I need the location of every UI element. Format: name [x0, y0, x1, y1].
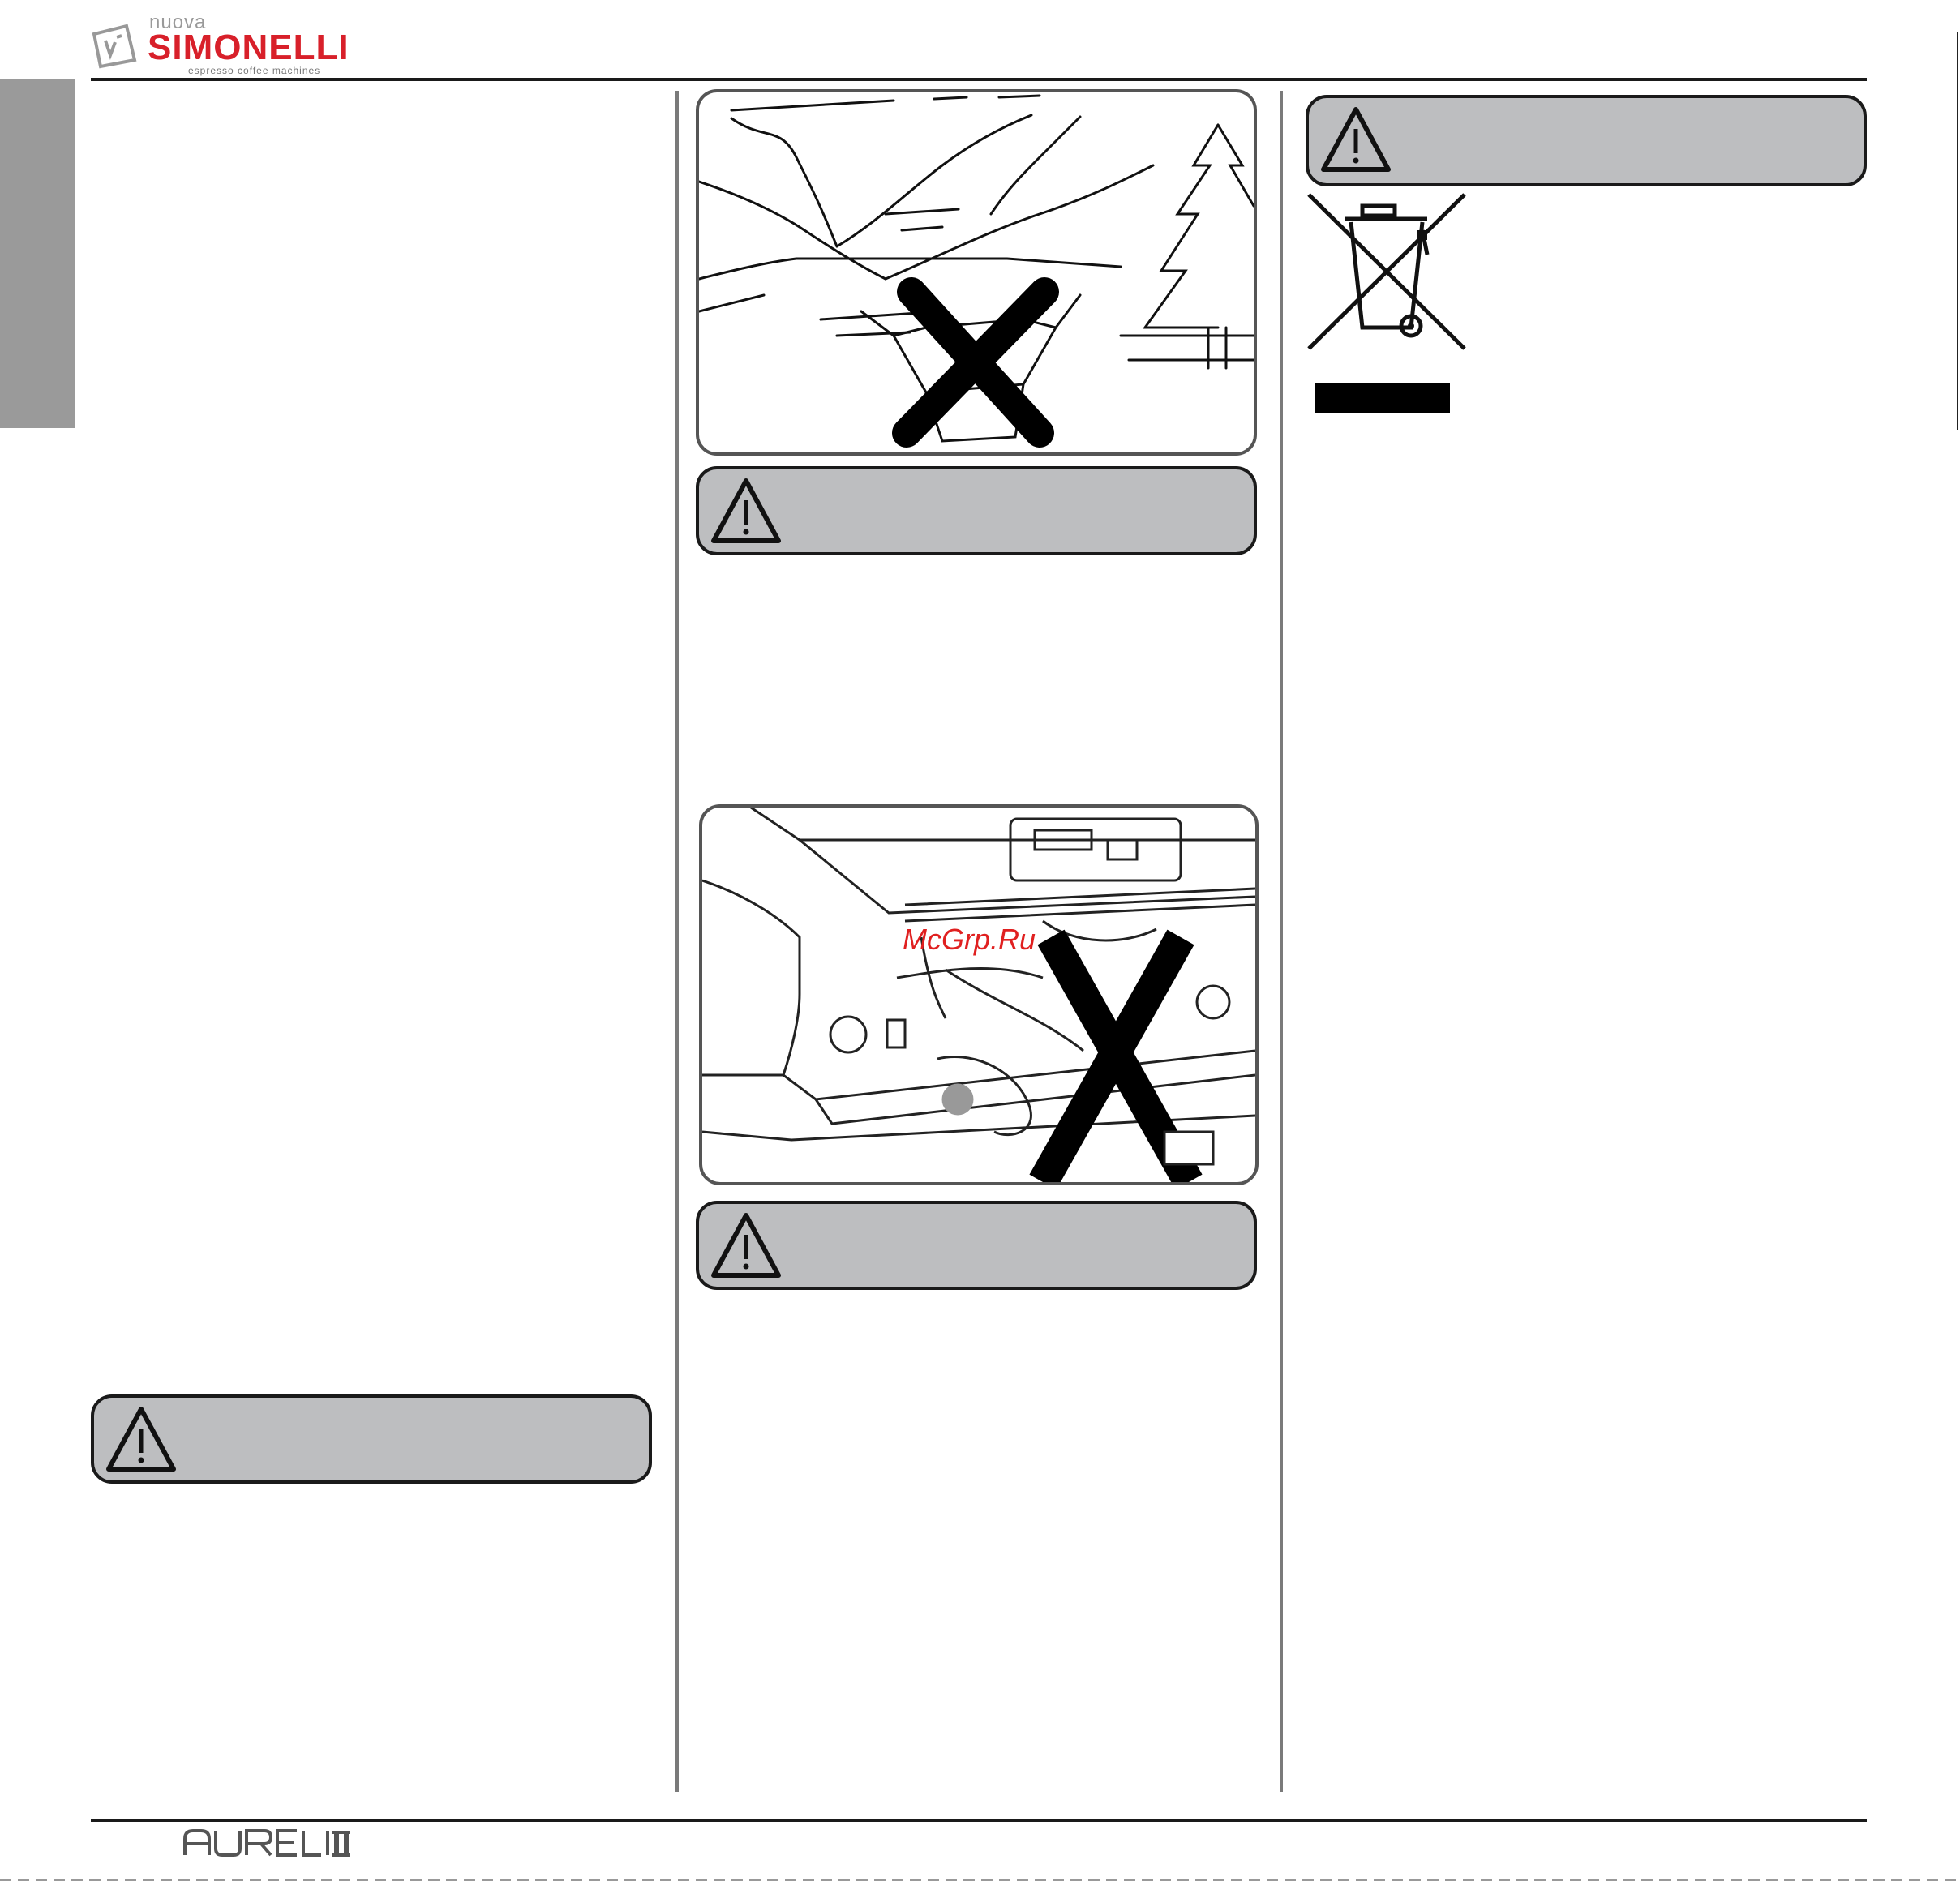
column-divider: [1280, 91, 1283, 1792]
header-rule: [91, 78, 1867, 81]
warning-box: [1306, 95, 1867, 186]
footer-rule: [91, 1819, 1867, 1822]
warning-box: [696, 466, 1257, 555]
crossed-out-wheelie-bin-icon: [1306, 190, 1468, 352]
figure-espresso-machine-warning: [699, 804, 1259, 1185]
warning-triangle-icon: [709, 1210, 783, 1282]
warning-triangle-icon: [709, 476, 783, 547]
warning-box: [91, 1394, 652, 1484]
warning-triangle-icon: [104, 1404, 178, 1476]
landscape-illustration: [699, 92, 1254, 452]
warning-triangle-icon: [1319, 105, 1393, 176]
watermark-text: McGrp.Ru: [903, 923, 1036, 956]
bottom-dashed-edge: [0, 1879, 1960, 1881]
figure-no-dumping-landscape: [696, 89, 1257, 456]
logo-small-text: nuova: [149, 11, 207, 33]
logo-mark-icon: [91, 23, 138, 70]
page-edge-line: [1957, 32, 1958, 430]
simonelli-logo: [91, 11, 375, 76]
logo-tagline: espresso coffee machines: [188, 65, 321, 76]
weee-black-bar: [1315, 383, 1450, 413]
espresso-machine-illustration: [702, 808, 1255, 1182]
logo-brand-text: SIMONELLI: [148, 28, 350, 67]
column-divider: [675, 91, 679, 1792]
warning-box: [696, 1201, 1257, 1290]
side-tab: [0, 79, 75, 428]
aurelia-ii-logo: [183, 1827, 354, 1857]
